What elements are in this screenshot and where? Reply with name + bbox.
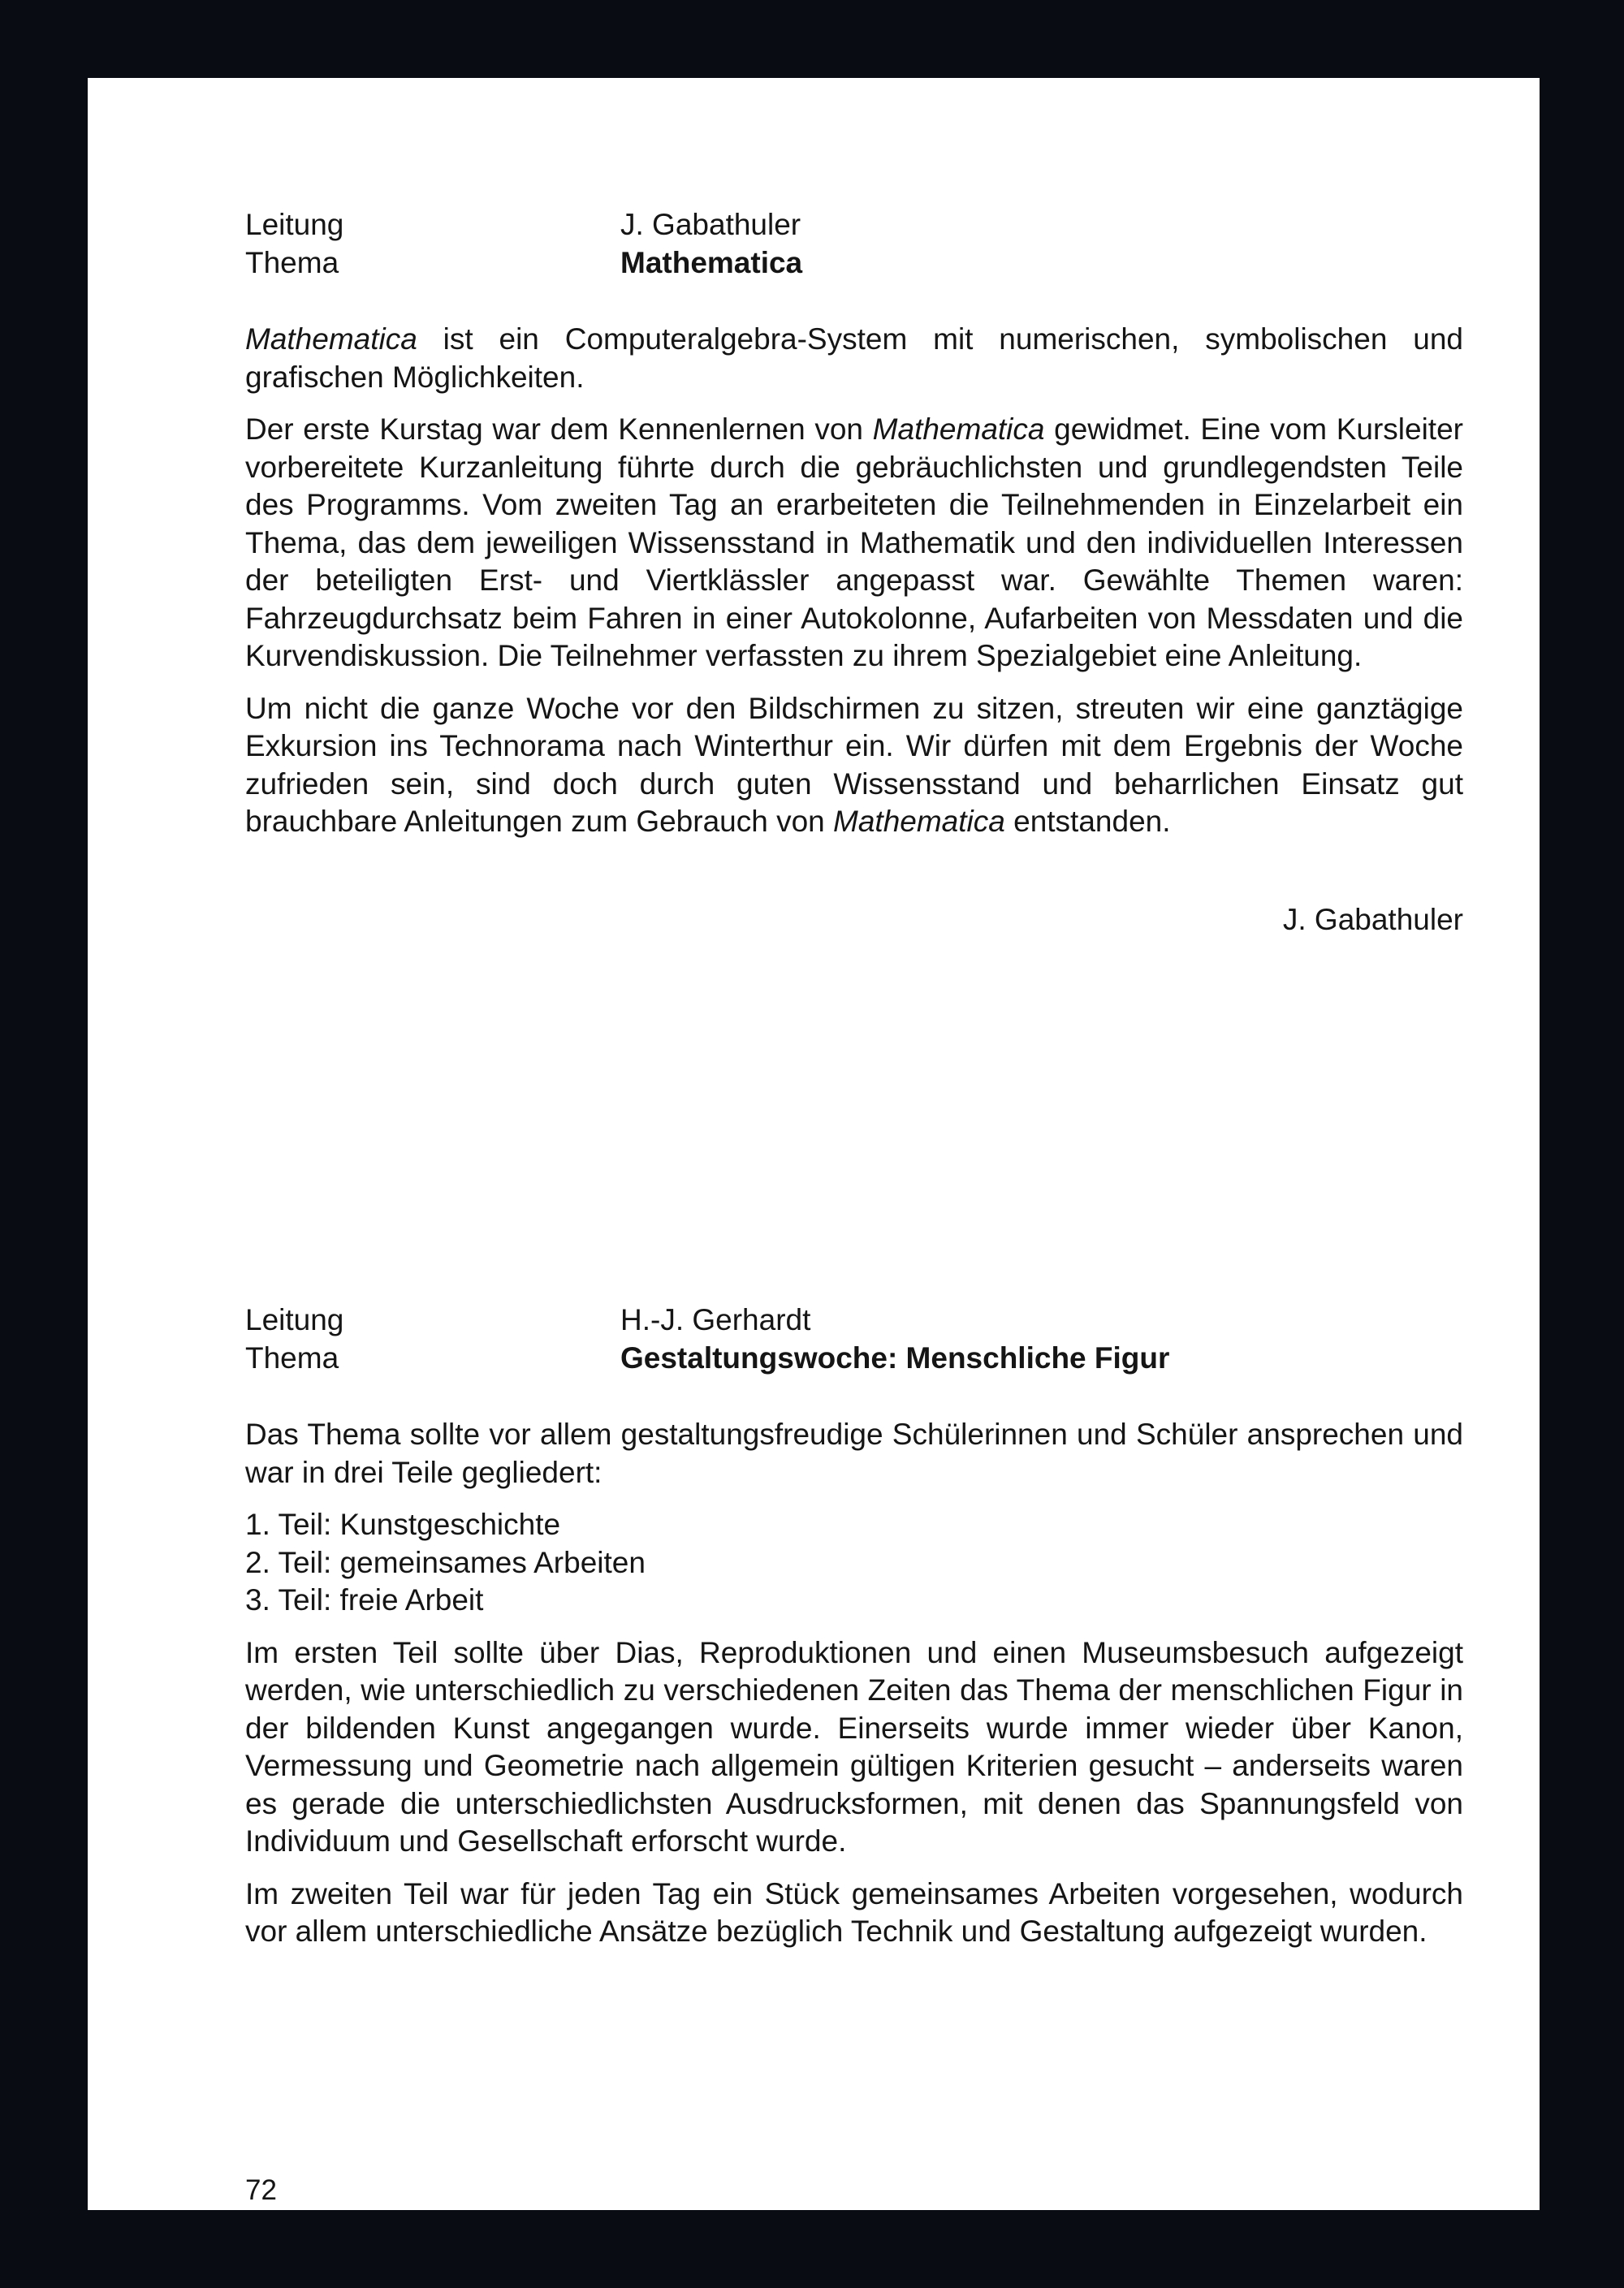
paragraph: Der erste Kurstag war dem Kennenlernen von Mathematica gewidmet. Eine vom Kursleiter vorbereitete Kurzanleitung führte durch die gebräuchlichsten und grundlegendsten Teile des Programms. Vom zweiten Tag an erarbeiteten die Teilnehmenden in Einzelarbeit ein Thema, das dem jeweiligen Wissensstand in Mathematik und den individuellen Interessen der beteiligten Erst- und Viertklässler angepasst war. Gewählte Themen waren: Fahrzeugdurchsatz beim Fahren in einer Autokolonne, Aufarbeiten von Messdaten und die Kurvendiskussion. Die Teilnehmer verfassten zu ihrem Spezialgebiet eine Anleitung. xyxy=(245,412,1463,672)
paragraph: Um nicht die ganze Woche vor den Bildschirmen zu sitzen, streuten wir eine ganztägige Exkursion ins Technorama nach Winterthur ein. Wir dürfen mit dem Ergebnis der Woche zufrieden sein, sind doch durch guten Wissensstand und beharrlichen Einsatz gut brauchbare Anleitungen zum Gebrauch von Mathematica entstanden. xyxy=(245,691,1463,838)
leitung-value: J. Gabathuler xyxy=(620,208,801,241)
italic-term: Mathematica xyxy=(245,322,417,356)
thema-row xyxy=(245,244,1463,283)
leitung-value: H.-J. Gerhardt xyxy=(620,1303,811,1336)
italic-term: Mathematica xyxy=(833,805,1005,838)
leitung-row xyxy=(245,1302,1463,1340)
leitung-label: Leitung xyxy=(245,1303,344,1336)
author-signature: J. Gabathuler xyxy=(1282,902,1463,936)
paragraph: Mathematica ist ein Computeralgebra-System mit numerischen, symbolischen und grafischen Möglichkeiten. xyxy=(245,322,1463,394)
thema-title: Mathematica xyxy=(620,245,803,279)
leitung-label: Leitung xyxy=(245,208,344,241)
thema-title: Gestaltungswoche: Menschliche Figur xyxy=(620,1340,1170,1375)
section-gestaltungswoche xyxy=(245,1302,1463,1951)
italic-term: Mathematica xyxy=(872,412,1045,446)
section-mathematica xyxy=(245,206,1463,939)
intro-paragraph: Das Thema sollte vor allem gestaltungsfreudige Schülerinnen und Schüler ansprechen und war in drei Teile gegliedert: xyxy=(245,1418,1463,1489)
paragraph: Im zweiten Teil war für jeden Tag ein Stück gemeinsames Arbeiten vorgesehen, wodurch vor allem unterschiedliche Ansätze bezüglich Technik und Gestaltung aufgezeigt wurden. xyxy=(245,1876,1463,1948)
thema-label: Thema xyxy=(245,1340,339,1375)
list-item: 2. Teil: gemeinsames Arbeiten xyxy=(245,1545,646,1579)
list-item: 1. Teil: Kunstgeschichte xyxy=(245,1508,561,1541)
thema-label: Thema xyxy=(245,245,339,279)
leitung-row xyxy=(245,206,1463,244)
thema-row xyxy=(245,1340,1463,1378)
document-page xyxy=(88,78,1540,2210)
parts-list xyxy=(245,1506,1463,1620)
paragraph: Im ersten Teil sollte über Dias, Reproduktionen und einen Museumsbesuch aufgezeigt werden, wie unterschiedlich zu verschiedenen Zeiten das Thema der menschlichen Figur in der bildenden Kunst angegangen wurde. Einerseits wurde immer wieder über Kanon, Vermessung und Geometrie nach allgemein gültigen Kriterien gesucht – anderseits waren es gerade die unterschiedlichsten Ausdrucksformen, mit denen das Spannungsfeld von Individuum und Gesellschaft erforscht wurde. xyxy=(245,1635,1463,1858)
page-number: 72 xyxy=(245,2174,277,2206)
list-item: 3. Teil: freie Arbeit xyxy=(245,1583,484,1617)
